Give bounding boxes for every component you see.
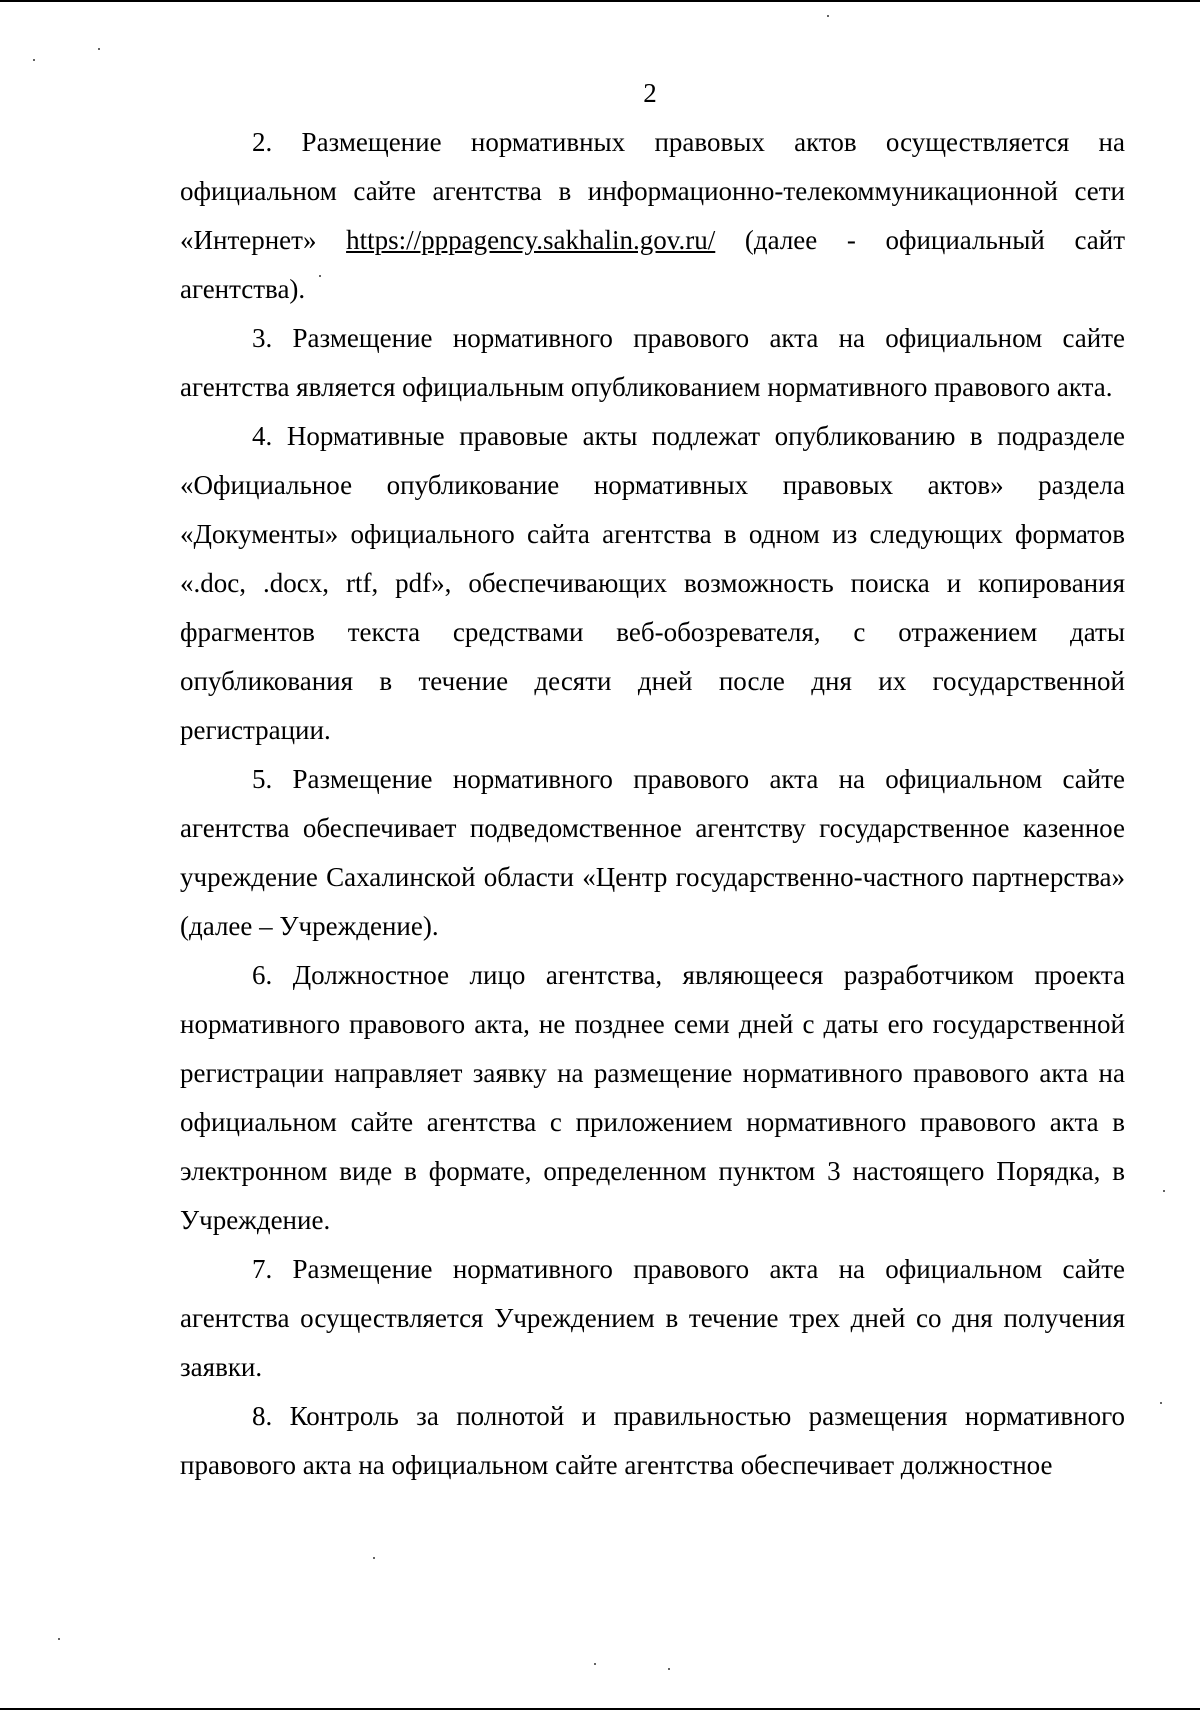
agency-website-link[interactable]: https://pppagency.sakhalin.gov.ru/ — [346, 225, 716, 255]
paragraph-2 — [180, 118, 1125, 314]
scan-speck — [1160, 1402, 1162, 1404]
paragraph-5: 5. Размещение нормативного правового акта на официальном сайте агентства обеспечивает подведомственное агентству государственное казенное учреждение Сахалинской области «Центр государственно-частного партнерства» (далее – Учреждение). — [180, 764, 1125, 941]
paragraph-8: 8. Контроль за полнотой и правильностью размещения нормативного правового акта на официальном сайте агентства обеспечивает должностное — [180, 1401, 1125, 1480]
paragraph-6: 6. Должностное лицо агентства, являющееся разработчиком проекта нормативного правового акта, не позднее семи дней с даты его государственной регистрации направляет заявку на размещение нормативного правового акта на официальном сайте агентства с приложением нормативного правового акта в электронном виде в формате, определенном пунктом 3 настоящего Порядка, в Учреждение. — [180, 960, 1125, 1235]
scan-bottom-edge — [0, 1708, 1200, 1710]
paragraph-2-text-end: (далее - официальный сайт агентства). — [180, 225, 1125, 304]
paragraph-2-text-start: 2. Размещение нормативных правовых актов осуществляется на официальном сайте агентства в информационно-телекоммуникационной сети «Интернет» — [180, 127, 1125, 255]
paragraph-4: 4. Нормативные правовые акты подлежат опубликованию в подразделе «Официальное опубликование нормативных правовых актов» раздела «Документы» официального сайта агентства в одном из следующих форматов «.doc, .docx, rtf, pdf», обеспечивающих возможность поиска и копирования фрагментов текста средствами веб-обозревателя, с отражением даты опубликования в течение десяти дней после дня их государственной регистрации. — [180, 421, 1125, 745]
document-body — [180, 118, 1125, 1490]
paragraph-7: 7. Размещение нормативного правового акта на официальном сайте агентства осуществляется Учреждением в течение трех дней со дня получения заявки. — [180, 1254, 1125, 1382]
scan-speck — [1163, 1190, 1165, 1192]
scan-speck — [594, 1663, 596, 1665]
scan-speck — [58, 1638, 60, 1640]
scan-speck — [668, 1668, 670, 1670]
page-number: 2 — [643, 78, 657, 108]
scan-speck — [98, 48, 100, 50]
scan-speck — [33, 59, 35, 61]
scan-speck — [827, 15, 829, 17]
scan-top-edge — [0, 0, 1200, 2]
paragraph-3: 3. Размещение нормативного правового акта на официальном сайте агентства является официальным опубликованием нормативного правового акта. — [180, 323, 1125, 402]
scan-speck — [373, 1557, 375, 1559]
